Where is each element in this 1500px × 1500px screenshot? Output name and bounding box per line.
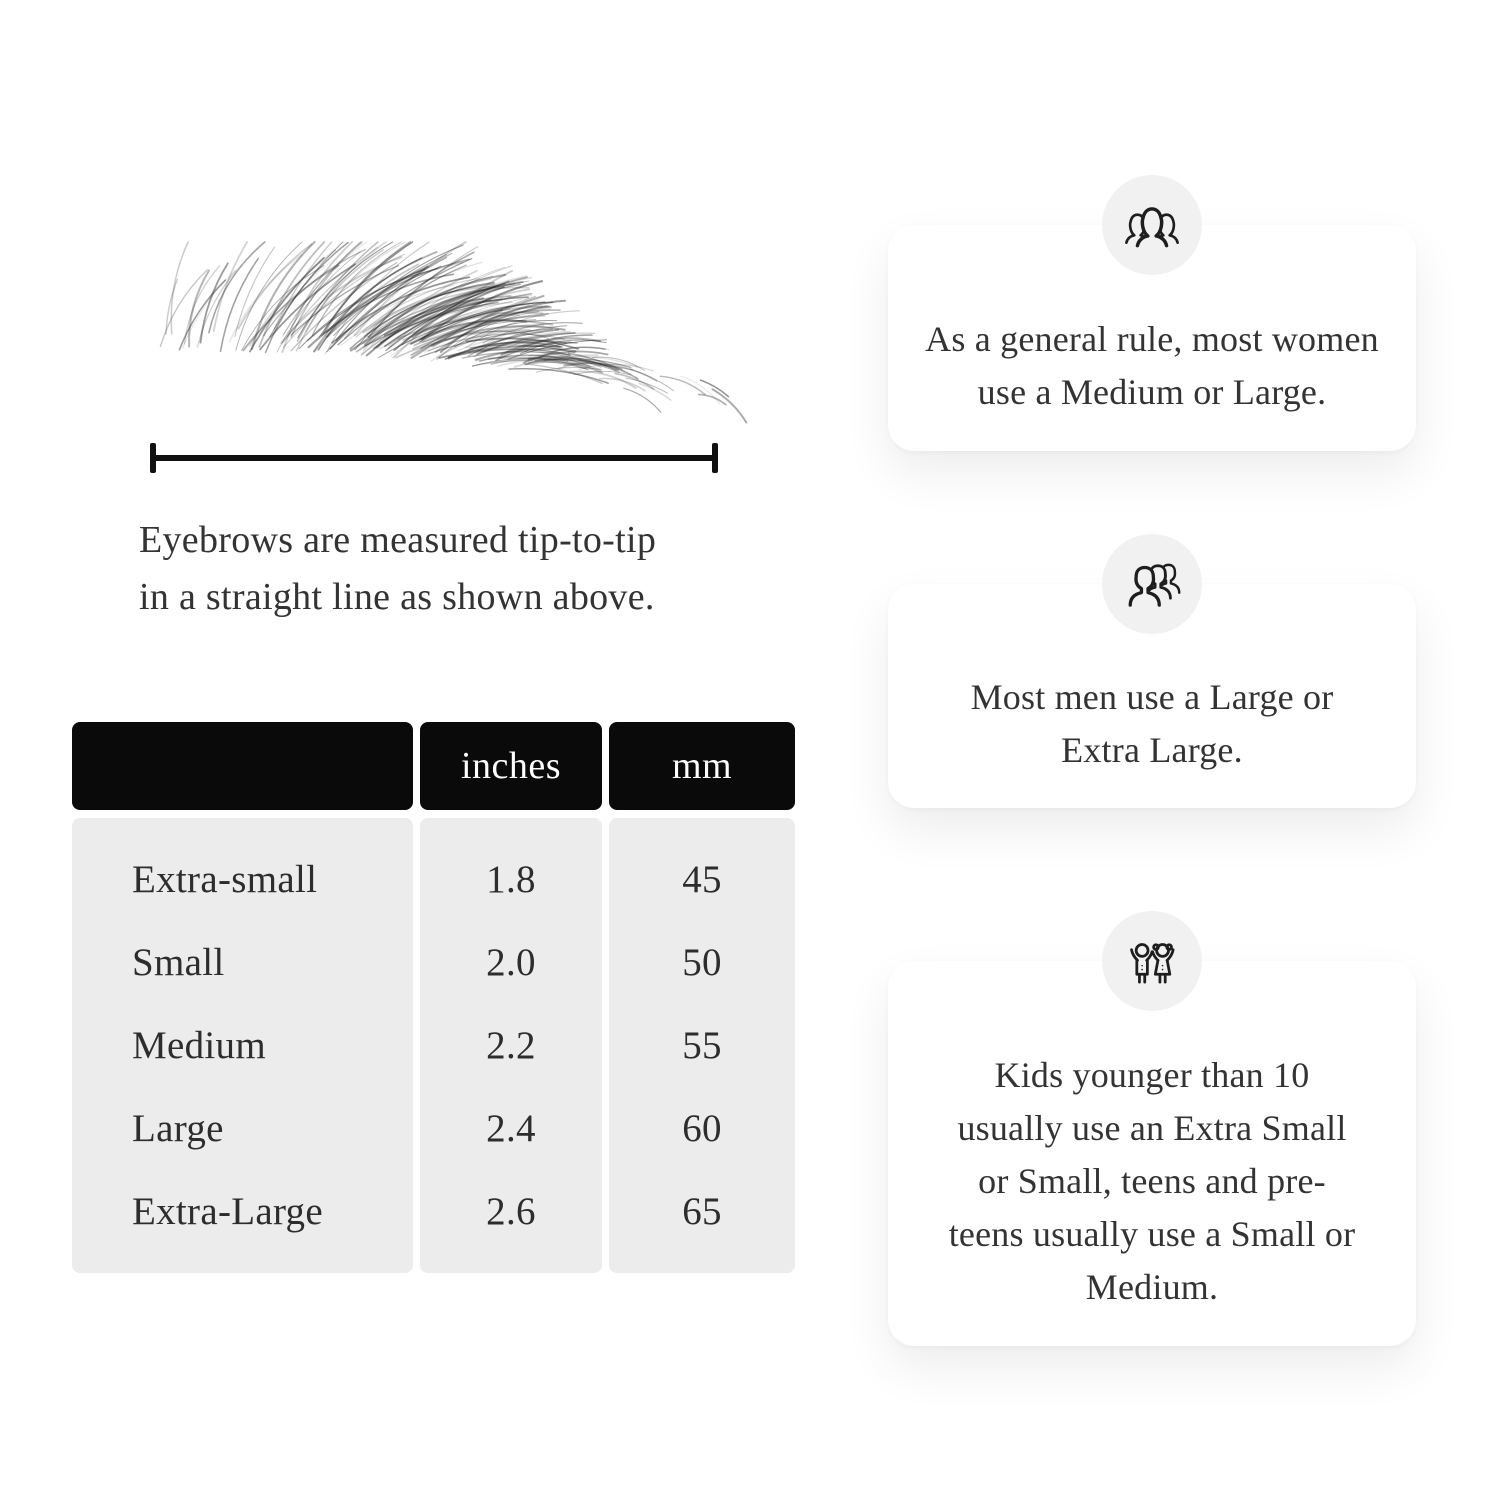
table-column-inches [420,818,602,1273]
table-cell-mm: 55 [682,1024,722,1067]
men-icon-circle [1102,534,1202,634]
caption-line-1: Eyebrows are measured tip-to-tip [139,519,657,561]
caption-line-2: in a straight line as shown above. [139,576,655,618]
kids-icon-circle [1102,911,1202,1011]
eyebrow-illustration [115,240,775,430]
kids-icon [1119,928,1185,994]
women-icon-circle [1102,175,1202,275]
table-cell-mm: 50 [682,941,722,984]
men-group-icon [1119,551,1185,617]
table-cell-inches: 2.2 [486,1024,536,1067]
table-cell-size: Extra-Large [132,1190,323,1233]
measurement-line [150,443,718,473]
table-cell-inches: 1.8 [486,858,536,901]
table-header-inches: inches [420,722,602,810]
table-cell-inches: 2.4 [486,1107,536,1150]
measurement-line-right-tick [712,443,718,473]
table-column-sizes [72,818,413,1273]
eyebrow-hairs-drawing [115,240,775,430]
women-group-icon [1119,192,1185,258]
measurement-line-bar [156,455,712,461]
measurement-caption [139,512,779,626]
table-column-mm [609,818,795,1273]
table-cell-mm: 60 [682,1107,722,1150]
table-header-mm: mm [609,722,795,810]
table-cell-size: Extra-small [132,858,318,901]
tip-card-women-text: As a general rule, most women use a Medium or Large. [925,319,1379,412]
table-cell-inches: 2.6 [486,1190,536,1233]
table-header-size [72,722,413,810]
tip-card-kids-text: Kids younger than 10 usually use an Extra Small or Small, teens and pre-teens usually use a Small or Medium. [948,1055,1356,1307]
table-cell-size: Small [132,941,225,984]
table-cell-inches: 2.0 [486,941,536,984]
table-cell-mm: 65 [682,1190,722,1233]
table-cell-size: Large [132,1107,224,1150]
tip-card-men-text: Most men use a Large or Extra Large. [970,677,1334,770]
table-cell-size: Medium [132,1024,266,1067]
tip-card-kids [888,961,1416,1346]
table-cell-mm: 45 [682,858,722,901]
size-table [72,722,795,1273]
